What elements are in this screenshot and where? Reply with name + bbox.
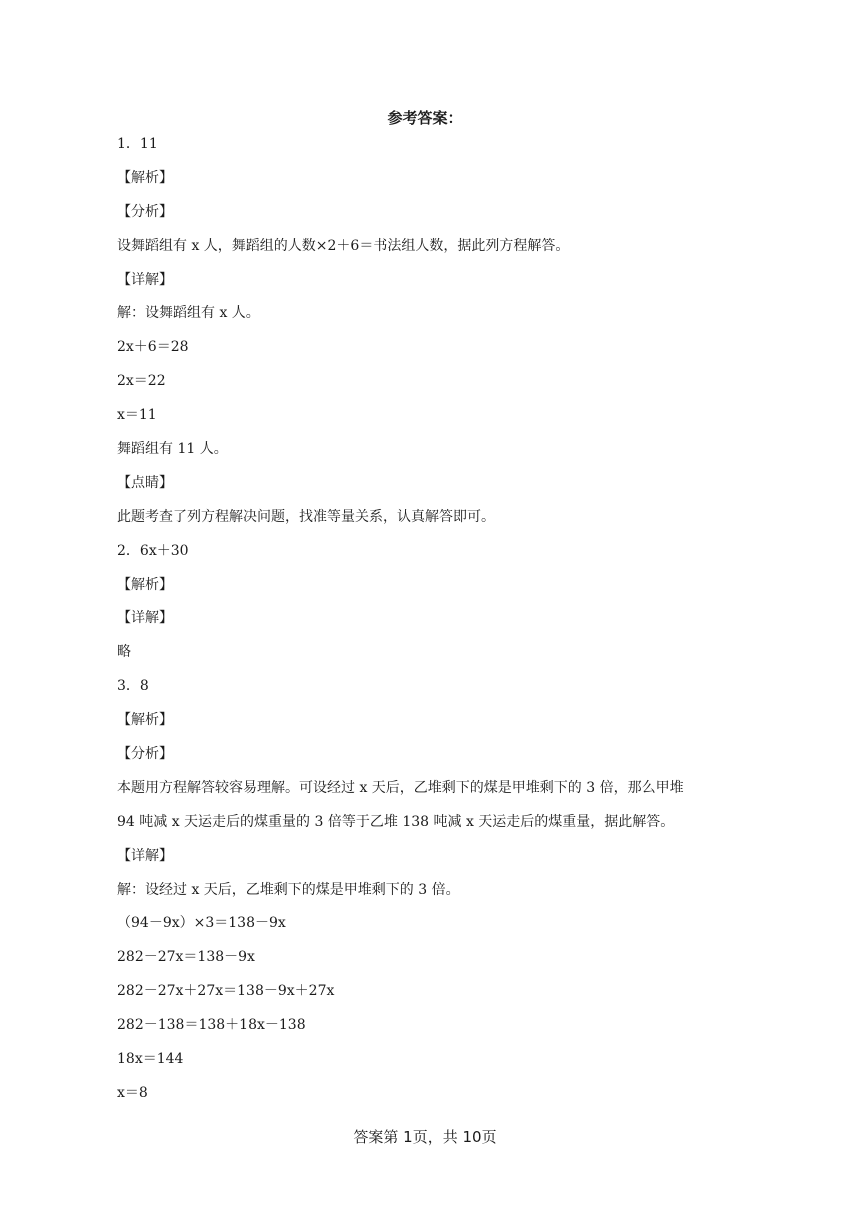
answer-line: 【解析】: [117, 169, 173, 186]
page-footer: 答案第 1页，共 10页: [353, 1128, 497, 1146]
answer-line: x＝8: [117, 1084, 148, 1101]
answer-line: 3．8: [117, 678, 149, 695]
answer-body: [117, 128, 797, 1111]
answer-line: 解：设经过 x 天后，乙堆剩下的煤是甲堆剩下的 3 倍。: [117, 881, 460, 898]
answer-line: 略: [117, 644, 131, 661]
answer-line: 【详解】: [117, 610, 173, 627]
answer-line: 18x＝144: [117, 1051, 184, 1068]
answer-line: 本题用方程解答较容易理解。可设经过 x 天后，乙堆剩下的煤是甲堆剩下的 3 倍，那么甲堆: [117, 779, 684, 796]
answer-line: 【分析】: [117, 746, 173, 763]
answer-line: 282－27x＝138－9x: [117, 949, 255, 966]
answer-line: 此题考查了列方程解决问题，找准等量关系，认真解答即可。: [117, 508, 495, 525]
answer-line: （94－9x）×3＝138－9x: [117, 915, 286, 932]
answer-line: 【详解】: [117, 847, 173, 864]
answer-line: 282－138＝138＋18x－138: [117, 1017, 306, 1034]
answer-line: 2x＋6＝28: [117, 339, 189, 356]
answer-line: 2x＝22: [117, 373, 166, 390]
answer-line: 【解析】: [117, 576, 173, 593]
answer-line: 282－27x＋27x＝138－9x＋27x: [117, 983, 335, 1000]
answer-line: 【点睛】: [117, 474, 173, 491]
answer-line: 1．11: [117, 136, 158, 152]
answer-line: 设舞蹈组有 x 人，舞蹈组的人数×2＋6＝书法组人数，据此列方程解答。: [117, 237, 570, 254]
answer-line: 舞蹈组有 11 人。: [117, 441, 228, 458]
answer-line: 解：设舞蹈组有 x 人。: [117, 305, 260, 322]
answer-line: 94 吨减 x 天运走后的煤重量的 3 倍等于乙堆 138 吨减 x 天运走后的煤重量，据此解答。: [117, 813, 675, 830]
answer-line: 2．6x＋30: [117, 542, 189, 559]
page-title: 参考答案：: [387, 109, 463, 127]
answer-line: 【解析】: [117, 712, 173, 729]
answer-line: 【分析】: [117, 203, 173, 220]
answer-line: 【详解】: [117, 271, 173, 288]
answer-line: x＝11: [117, 407, 157, 424]
